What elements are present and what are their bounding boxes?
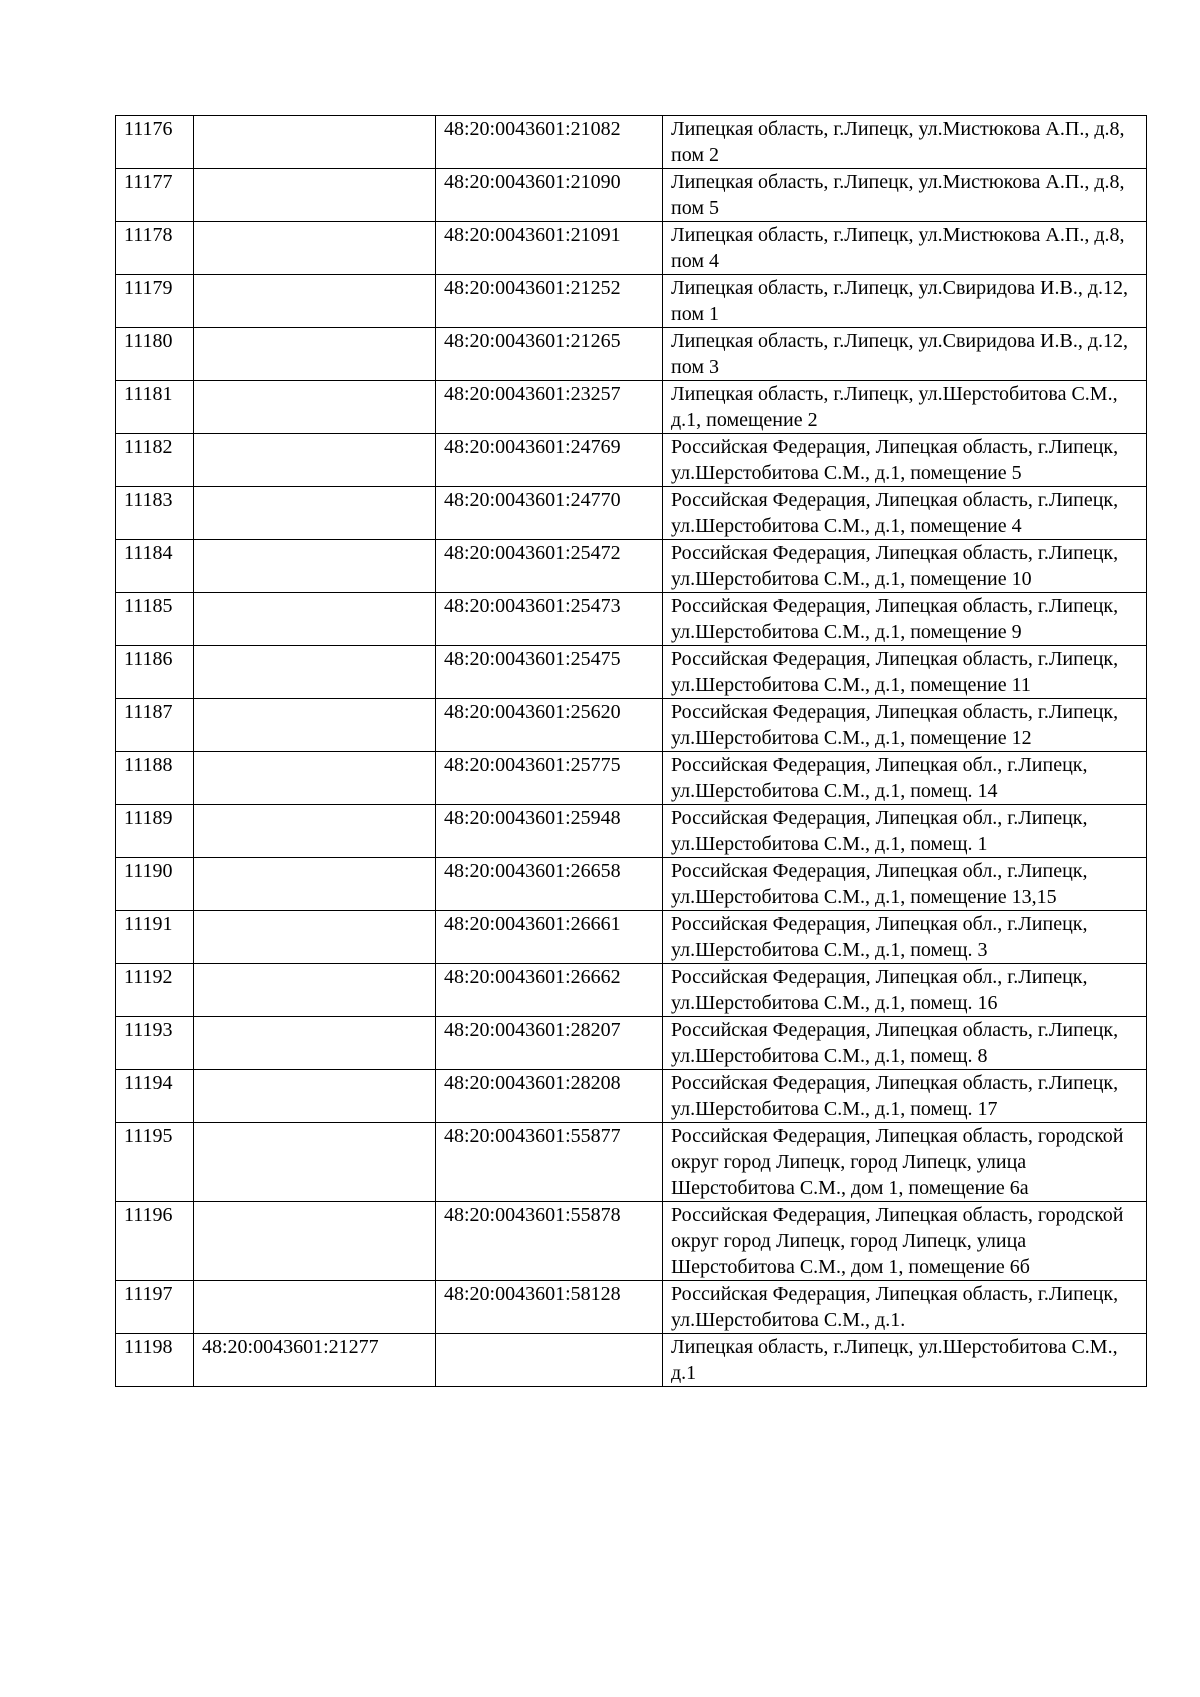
row-number-cell: 11197 (116, 1281, 194, 1334)
cadastral-number-building-cell (194, 1123, 436, 1202)
cadastral-number-building-cell (194, 434, 436, 487)
address-cell: Российская Федерация, Липецкая обл., г.Липецк, ул.Шерстобитова С.М., д.1, помещ. 3 (663, 911, 1147, 964)
table-row (116, 1123, 1147, 1202)
row-number-cell: 11183 (116, 487, 194, 540)
table-row (116, 1334, 1147, 1387)
cadastral-number-premise-cell: 48:20:0043601:25472 (436, 540, 663, 593)
table-row (116, 1281, 1147, 1334)
row-number-cell: 11196 (116, 1202, 194, 1281)
row-number-cell: 11184 (116, 540, 194, 593)
row-number-cell: 11190 (116, 858, 194, 911)
address-cell: Липецкая область, г.Липецк, ул.Шерстобитова С.М., д.1 (663, 1334, 1147, 1387)
address-cell: Российская Федерация, Липецкая область, городской округ город Липецк, город Липецк, улица Шерстобитова С.М., дом 1, помещение 6б (663, 1202, 1147, 1281)
table-row (116, 1017, 1147, 1070)
address-cell: Российская Федерация, Липецкая область, г.Липецк, ул.Шерстобитова С.М., д.1, помещение 12 (663, 699, 1147, 752)
cadastral-number-building-cell (194, 1281, 436, 1334)
table-row (116, 858, 1147, 911)
row-number-cell: 11180 (116, 328, 194, 381)
row-number-cell: 11191 (116, 911, 194, 964)
cadastral-number-premise-cell: 48:20:0043601:55878 (436, 1202, 663, 1281)
row-number-cell: 11179 (116, 275, 194, 328)
row-number-cell: 11195 (116, 1123, 194, 1202)
table-row (116, 328, 1147, 381)
row-number-cell: 11194 (116, 1070, 194, 1123)
table-row (116, 275, 1147, 328)
cadastral-number-premise-cell: 48:20:0043601:25775 (436, 752, 663, 805)
row-number-cell: 11176 (116, 116, 194, 169)
cadastral-number-premise-cell: 48:20:0043601:26661 (436, 911, 663, 964)
address-cell: Российская Федерация, Липецкая обл., г.Липецк, ул.Шерстобитова С.М., д.1, помещ. 1 (663, 805, 1147, 858)
table-row (116, 964, 1147, 1017)
cadastral-number-building-cell (194, 1017, 436, 1070)
row-number-cell: 11189 (116, 805, 194, 858)
cadastral-number-building-cell (194, 911, 436, 964)
cadastral-number-premise-cell: 48:20:0043601:28207 (436, 1017, 663, 1070)
cadastral-number-building-cell (194, 593, 436, 646)
cadastral-number-building-cell (194, 169, 436, 222)
address-cell: Российская Федерация, Липецкая область, г.Липецк, ул.Шерстобитова С.М., д.1, помещ. 8 (663, 1017, 1147, 1070)
row-number-cell: 11193 (116, 1017, 194, 1070)
cadastral-number-building-cell (194, 328, 436, 381)
table-row (116, 911, 1147, 964)
row-number-cell: 11178 (116, 222, 194, 275)
cadastral-number-building-cell (194, 646, 436, 699)
row-number-cell: 11187 (116, 699, 194, 752)
cadastral-number-premise-cell: 48:20:0043601:23257 (436, 381, 663, 434)
table-row (116, 222, 1147, 275)
table-row (116, 540, 1147, 593)
cadastral-number-premise-cell: 48:20:0043601:21252 (436, 275, 663, 328)
cadastral-number-premise-cell: 48:20:0043601:21265 (436, 328, 663, 381)
cadastral-number-building-cell (194, 858, 436, 911)
registry-table-body (116, 116, 1147, 1387)
address-cell: Российская Федерация, Липецкая область, г.Липецк, ул.Шерстобитова С.М., д.1, помещение 9 (663, 593, 1147, 646)
row-number-cell: 11192 (116, 964, 194, 1017)
cadastral-number-building-cell (194, 275, 436, 328)
cadastral-number-premise-cell: 48:20:0043601:24769 (436, 434, 663, 487)
cadastral-number-building-cell (194, 1202, 436, 1281)
cadastral-number-premise-cell: 48:20:0043601:21090 (436, 169, 663, 222)
address-cell: Российская Федерация, Липецкая область, г.Липецк, ул.Шерстобитова С.М., д.1, помещение 4 (663, 487, 1147, 540)
table-row (116, 805, 1147, 858)
cadastral-number-building-cell (194, 381, 436, 434)
table-row (116, 487, 1147, 540)
row-number-cell: 11188 (116, 752, 194, 805)
address-cell: Российская Федерация, Липецкая обл., г.Липецк, ул.Шерстобитова С.М., д.1, помещение 13,15 (663, 858, 1147, 911)
address-cell: Российская Федерация, Липецкая область, г.Липецк, ул.Шерстобитова С.М., д.1. (663, 1281, 1147, 1334)
table-row (116, 593, 1147, 646)
address-cell: Липецкая область, г.Липецк, ул.Мистюкова А.П., д.8, пом 5 (663, 169, 1147, 222)
table-row (116, 646, 1147, 699)
cadastral-number-building-cell (194, 699, 436, 752)
row-number-cell: 11185 (116, 593, 194, 646)
address-cell: Липецкая область, г.Липецк, ул.Свиридова И.В., д.12, пом 3 (663, 328, 1147, 381)
row-number-cell: 11198 (116, 1334, 194, 1387)
address-cell: Российская Федерация, Липецкая обл., г.Липецк, ул.Шерстобитова С.М., д.1, помещ. 16 (663, 964, 1147, 1017)
address-cell: Российская Федерация, Липецкая область, городской округ город Липецк, город Липецк, улица Шерстобитова С.М., дом 1, помещение 6а (663, 1123, 1147, 1202)
row-number-cell: 11177 (116, 169, 194, 222)
cadastral-number-premise-cell: 48:20:0043601:55877 (436, 1123, 663, 1202)
address-cell: Российская Федерация, Липецкая область, г.Липецк, ул.Шерстобитова С.М., д.1, помещение 10 (663, 540, 1147, 593)
table-row (116, 1070, 1147, 1123)
cadastral-number-premise-cell: 48:20:0043601:28208 (436, 1070, 663, 1123)
table-row (116, 381, 1147, 434)
address-cell: Липецкая область, г.Липецк, ул.Мистюкова А.П., д.8, пом 4 (663, 222, 1147, 275)
address-cell: Российская Федерация, Липецкая область, г.Липецк, ул.Шерстобитова С.М., д.1, помещение 5 (663, 434, 1147, 487)
cadastral-number-building-cell (194, 222, 436, 275)
cadastral-number-building-cell (194, 805, 436, 858)
cadastral-number-premise-cell: 48:20:0043601:58128 (436, 1281, 663, 1334)
cadastral-number-building-cell (194, 964, 436, 1017)
cadastral-number-building-cell (194, 487, 436, 540)
row-number-cell: 11186 (116, 646, 194, 699)
row-number-cell: 11182 (116, 434, 194, 487)
property-registry-table (115, 115, 1147, 1387)
cadastral-number-building-cell (194, 1070, 436, 1123)
table-row (116, 169, 1147, 222)
row-number-cell: 11181 (116, 381, 194, 434)
cadastral-number-premise-cell: 48:20:0043601:25948 (436, 805, 663, 858)
cadastral-number-premise-cell: 48:20:0043601:24770 (436, 487, 663, 540)
address-cell: Российская Федерация, Липецкая обл., г.Липецк, ул.Шерстобитова С.М., д.1, помещ. 14 (663, 752, 1147, 805)
address-cell: Липецкая область, г.Липецк, ул.Свиридова И.В., д.12, пом 1 (663, 275, 1147, 328)
cadastral-number-premise-cell: 48:20:0043601:26658 (436, 858, 663, 911)
cadastral-number-premise-cell: 48:20:0043601:25475 (436, 646, 663, 699)
cadastral-number-premise-cell: 48:20:0043601:21091 (436, 222, 663, 275)
address-cell: Липецкая область, г.Липецк, ул.Шерстобитова С.М., д.1, помещение 2 (663, 381, 1147, 434)
table-row (116, 752, 1147, 805)
table-row (116, 699, 1147, 752)
address-cell: Российская Федерация, Липецкая область, г.Липецк, ул.Шерстобитова С.М., д.1, помещение 11 (663, 646, 1147, 699)
cadastral-number-building-cell (194, 752, 436, 805)
cadastral-number-premise-cell: 48:20:0043601:26662 (436, 964, 663, 1017)
cadastral-number-premise-cell: 48:20:0043601:25473 (436, 593, 663, 646)
table-row (116, 116, 1147, 169)
table-row (116, 434, 1147, 487)
cadastral-number-building-cell: 48:20:0043601:21277 (194, 1334, 436, 1387)
cadastral-number-premise-cell (436, 1334, 663, 1387)
cadastral-number-building-cell (194, 540, 436, 593)
cadastral-number-premise-cell: 48:20:0043601:25620 (436, 699, 663, 752)
cadastral-number-building-cell (194, 116, 436, 169)
address-cell: Российская Федерация, Липецкая область, г.Липецк, ул.Шерстобитова С.М., д.1, помещ. 17 (663, 1070, 1147, 1123)
cadastral-number-premise-cell: 48:20:0043601:21082 (436, 116, 663, 169)
address-cell: Липецкая область, г.Липецк, ул.Мистюкова А.П., д.8, пом 2 (663, 116, 1147, 169)
table-row (116, 1202, 1147, 1281)
